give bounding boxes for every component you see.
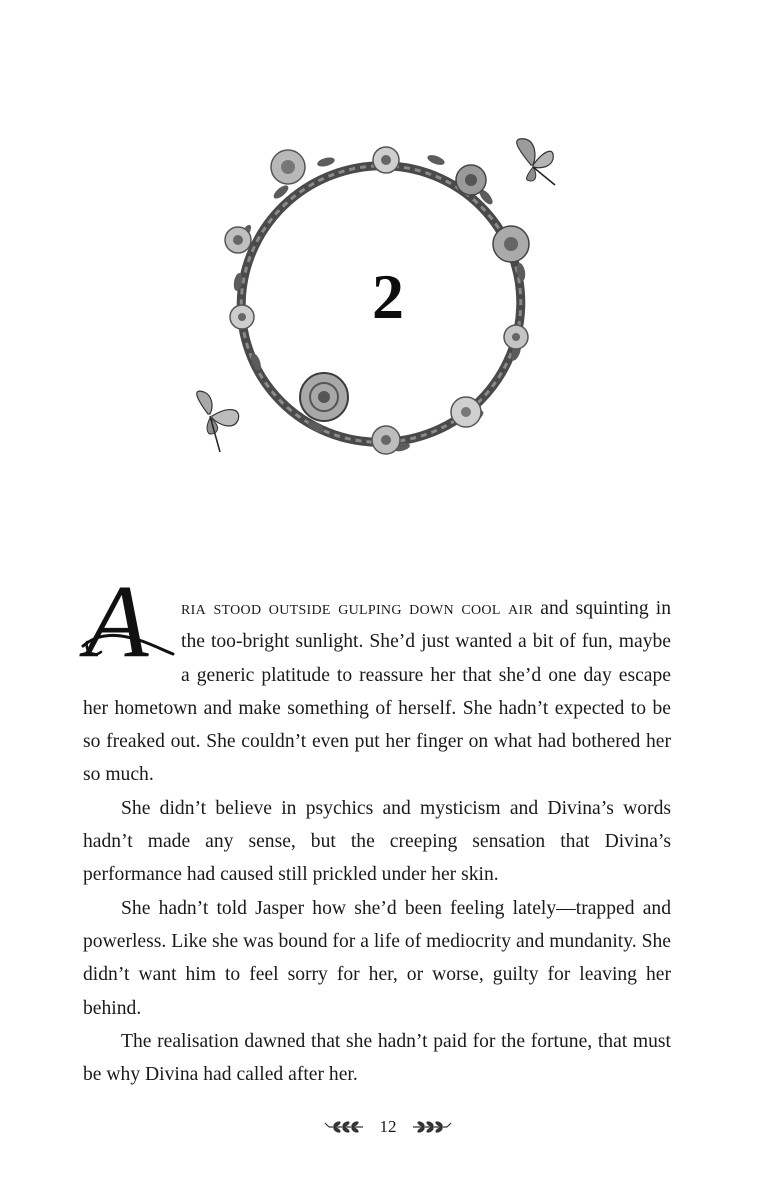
chapter-body (83, 564, 671, 1091)
leaf-ornament-left-icon (323, 1119, 365, 1135)
paragraph: The realisation dawned that she hadn’t paid for the fortune, that must be why Divina had called after her. (83, 1030, 671, 1086)
paragraph: She hadn’t told Jasper how she’d been feeling lately—trapped and powerless. Like she was bound for a life of mediocrity and mundanity. She didn’t want him to feel sorry for her, or worse, guilty for leaving her behind. (83, 897, 671, 1019)
drop-cap (79, 564, 175, 679)
page-number: 12 (379, 1117, 397, 1137)
page-footer (0, 1114, 776, 1139)
opening-paragraph (83, 564, 671, 792)
opening-smallcaps: ria stood outside gulping down cool air (181, 598, 534, 619)
drop-cap-letter: A (85, 564, 149, 679)
butterfly-icon (517, 139, 555, 185)
leaf-ornament-right-icon (411, 1119, 453, 1135)
butterfly-icon (197, 391, 239, 452)
chapter-number: 2 (372, 261, 404, 332)
paragraph: She didn’t believe in psychics and mysticism and Divina’s words hadn’t made any sense, but the creeping sensation that Divina’s performance had caused still prickled under her skin. (83, 797, 671, 886)
opening-text: and squinting in the too-bright sunlight. She’d just wanted a bit of fun, maybe a generic platitude to reassure her that she’d one day escape her hometown and make something of herself. She hadn’t expected to be so freaked out. She couldn’t even put her finger on what had bothered her so much. (83, 598, 671, 786)
